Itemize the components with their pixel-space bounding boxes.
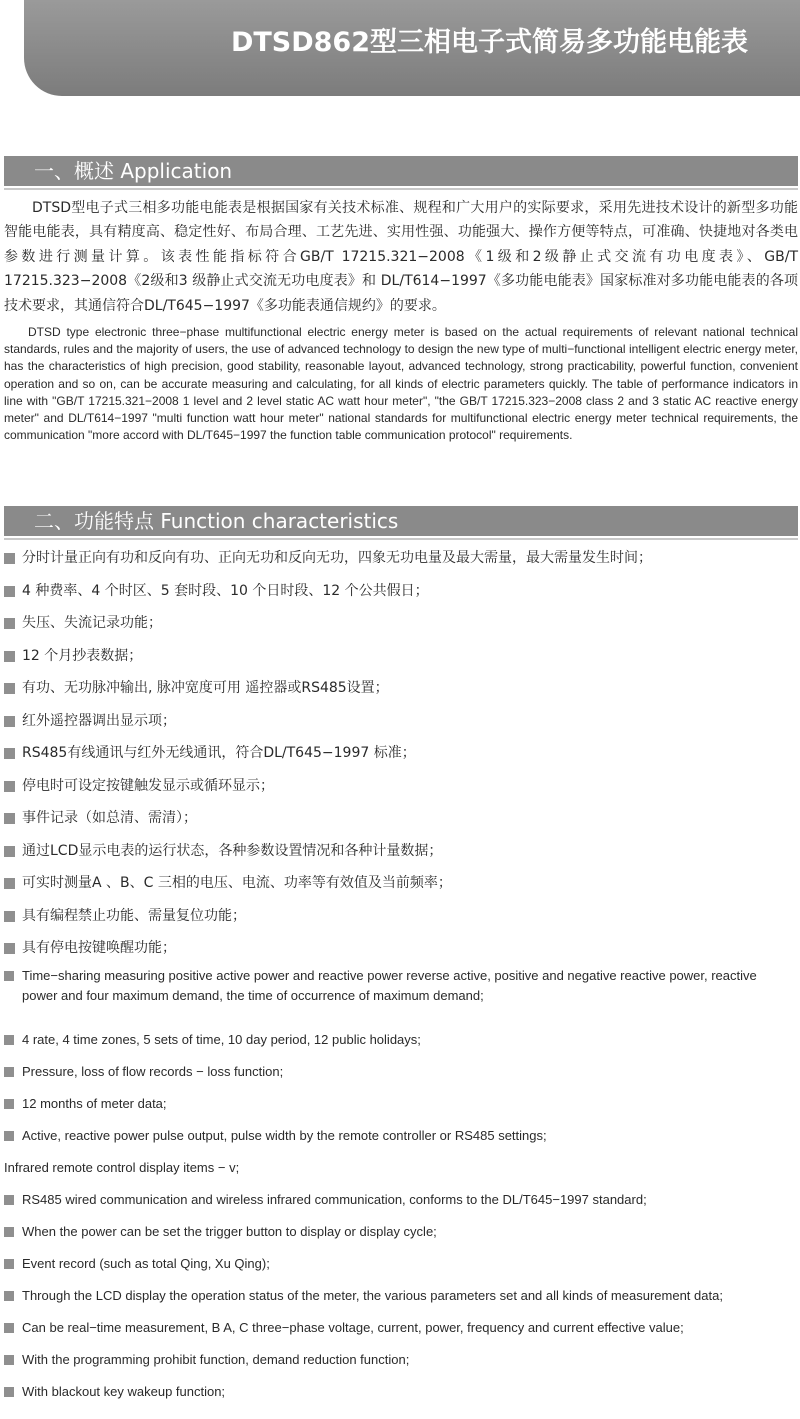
- list-item: RS485 wired communication and wireless infrared communication, conforms to the DL/T645−1997 standard;: [4, 1190, 798, 1210]
- square-bullet-icon: [4, 618, 15, 629]
- list-item: 通过LCD显示电表的运行状态，各种参数设置情况和各种计量数据；: [4, 841, 798, 874]
- list-item: With the programming prohibit function, demand reduction function;: [4, 1350, 798, 1370]
- list-item: Pressure, loss of flow records − loss function;: [4, 1062, 798, 1082]
- square-bullet-icon: [4, 1131, 14, 1141]
- list-item: 4 rate, 4 time zones, 5 sets of time, 10 day period, 12 public holidays;: [4, 1030, 798, 1050]
- list-item: 可实时测量A 、B、C 三相的电压、电流、功率等有效值及当前频率；: [4, 873, 798, 906]
- square-bullet-icon: [4, 1387, 14, 1397]
- section-header-function: 二、功能特点 Function characteristics: [4, 506, 798, 536]
- application-cn-paragraph: DTSD型电子式三相多功能电能表是根据国家有关技术标准、规程和广大用户的实际要求，采用先进技术设计的新型多功能智能电能表，具有精度高、稳定性好、布局合理、工艺先进、实用性强、功能强大、操作方便等特点，可准确、快捷地对各类电参数进行测量计算。该表性能指标符合GB/T 17215.321−2008《1级和2级静止式交流有功电度表》、GB/T 17215.323−2008《2级和3 级静止式交流无功电度表》和 DL/T614−1997《多功能电能表》国家标准对多功能电能表的各项技术要求，其通信符合DL/T645−1997《多功能表通信规约》的要求。: [4, 200, 798, 314]
- square-bullet-icon: [4, 813, 15, 824]
- list-item: 有功、无功脉冲输出, 脉冲宽度可用 遥控器或RS485设置；: [4, 678, 798, 711]
- list-item: Infrared remote control display items − v;: [4, 1160, 240, 1175]
- square-bullet-icon: [4, 878, 15, 889]
- square-bullet-icon: [4, 781, 15, 792]
- square-bullet-icon: [4, 1291, 14, 1301]
- list-item: Event record (such as total Qing, Xu Qing);: [4, 1254, 798, 1274]
- square-bullet-icon: [4, 1067, 14, 1077]
- list-item: With blackout key wakeup function;: [4, 1382, 798, 1402]
- list-item: 4 种费率、4 个时区、5 套时段、10 个日时段、12 个公共假日；: [4, 581, 798, 614]
- list-item: Active, reactive power pulse output, pulse width by the remote controller or RS485 settings;: [4, 1126, 798, 1146]
- square-bullet-icon: [4, 1355, 14, 1365]
- square-bullet-icon: [4, 971, 14, 981]
- list-item: 12 months of meter data;: [4, 1094, 798, 1114]
- cn-feature-list: [4, 548, 798, 971]
- square-bullet-icon: [4, 1259, 14, 1269]
- section-header-application: 一、概述 Application: [4, 156, 798, 186]
- list-item: When the power can be set the trigger button to display or display cycle;: [4, 1222, 798, 1242]
- square-bullet-icon: [4, 748, 15, 759]
- list-item: 失压、失流记录功能；: [4, 613, 798, 646]
- list-item: Can be real−time measurement, B A, C three−phase voltage, current, power, frequency and current effective value;: [4, 1318, 798, 1338]
- list-item: 红外遥控器调出显示项；: [4, 711, 798, 744]
- title-banner: [24, 0, 800, 96]
- application-en-paragraph: DTSD type electronic three−phase multifunctional electric energy meter is based on the actual requirements of relevant national technical standards, rules and the majority of users, the use of advanced technology to design the new type of multi−functional intelligent electric energy meter, has the characteristics of high precision, good stability, reasonable layout, advanced technology, strong practicability, powerful function, convenient operation and so on, can be accurate measuring and calculating, for all kinds of electric parameters quickly. The table of performance indicators in line with "GB/T 17215.321−2008 1 level and 2 level static AC watt hour meter", "the GB/T 17215.323−2008 class 2 and 3 static AC reactive energy meter" and DL/T614−1997 "multi function watt hour meter" national standards for multifunctional electric energy meter technical requirements, the communication "more accord with DL/T645−1997 the function table communication protocol" requirements.: [4, 325, 798, 443]
- list-item: RS485有线通讯与红外无线通讯，符合DL/T645−1997 标准；: [4, 743, 798, 776]
- square-bullet-icon: [4, 943, 15, 954]
- page-title: DTSD862型三相电子式简易多功能电能表: [230, 27, 748, 58]
- list-item: 具有编程禁止功能、需量复位功能；: [4, 906, 798, 939]
- square-bullet-icon: [4, 586, 15, 597]
- list-item: Through the LCD display the operation status of the meter, the various parameters set and all kinds of measurement data;: [4, 1286, 798, 1306]
- square-bullet-icon: [4, 1099, 14, 1109]
- square-bullet-icon: [4, 651, 15, 662]
- square-bullet-icon: [4, 1227, 14, 1237]
- list-item: 分时计量正向有功和反向有功、正向无功和反向无功，四象无功电量及最大需量，最大需量发生时间；: [4, 548, 798, 581]
- square-bullet-icon: [4, 553, 15, 564]
- list-item: 事件记录（如总清、需清）；: [4, 808, 798, 841]
- square-bullet-icon: [4, 1323, 14, 1333]
- square-bullet-icon: [4, 1035, 14, 1045]
- square-bullet-icon: [4, 846, 15, 857]
- square-bullet-icon: [4, 1195, 14, 1205]
- list-item: 停电时可设定按键触发显示或循环显示；: [4, 776, 798, 809]
- square-bullet-icon: [4, 911, 15, 922]
- list-item: Time−sharing measuring positive active power and reactive power reverse active, positive and negative reactive power, reactive power and four maximum demand, the time of occurrence of maximum demand;: [4, 966, 798, 1018]
- list-item: 12 个月抄表数据；: [4, 646, 798, 679]
- en-feature-list: [4, 966, 798, 1414]
- square-bullet-icon: [4, 716, 15, 727]
- list-item: 具有停电按键唤醒功能；: [4, 938, 798, 971]
- square-bullet-icon: [4, 683, 15, 694]
